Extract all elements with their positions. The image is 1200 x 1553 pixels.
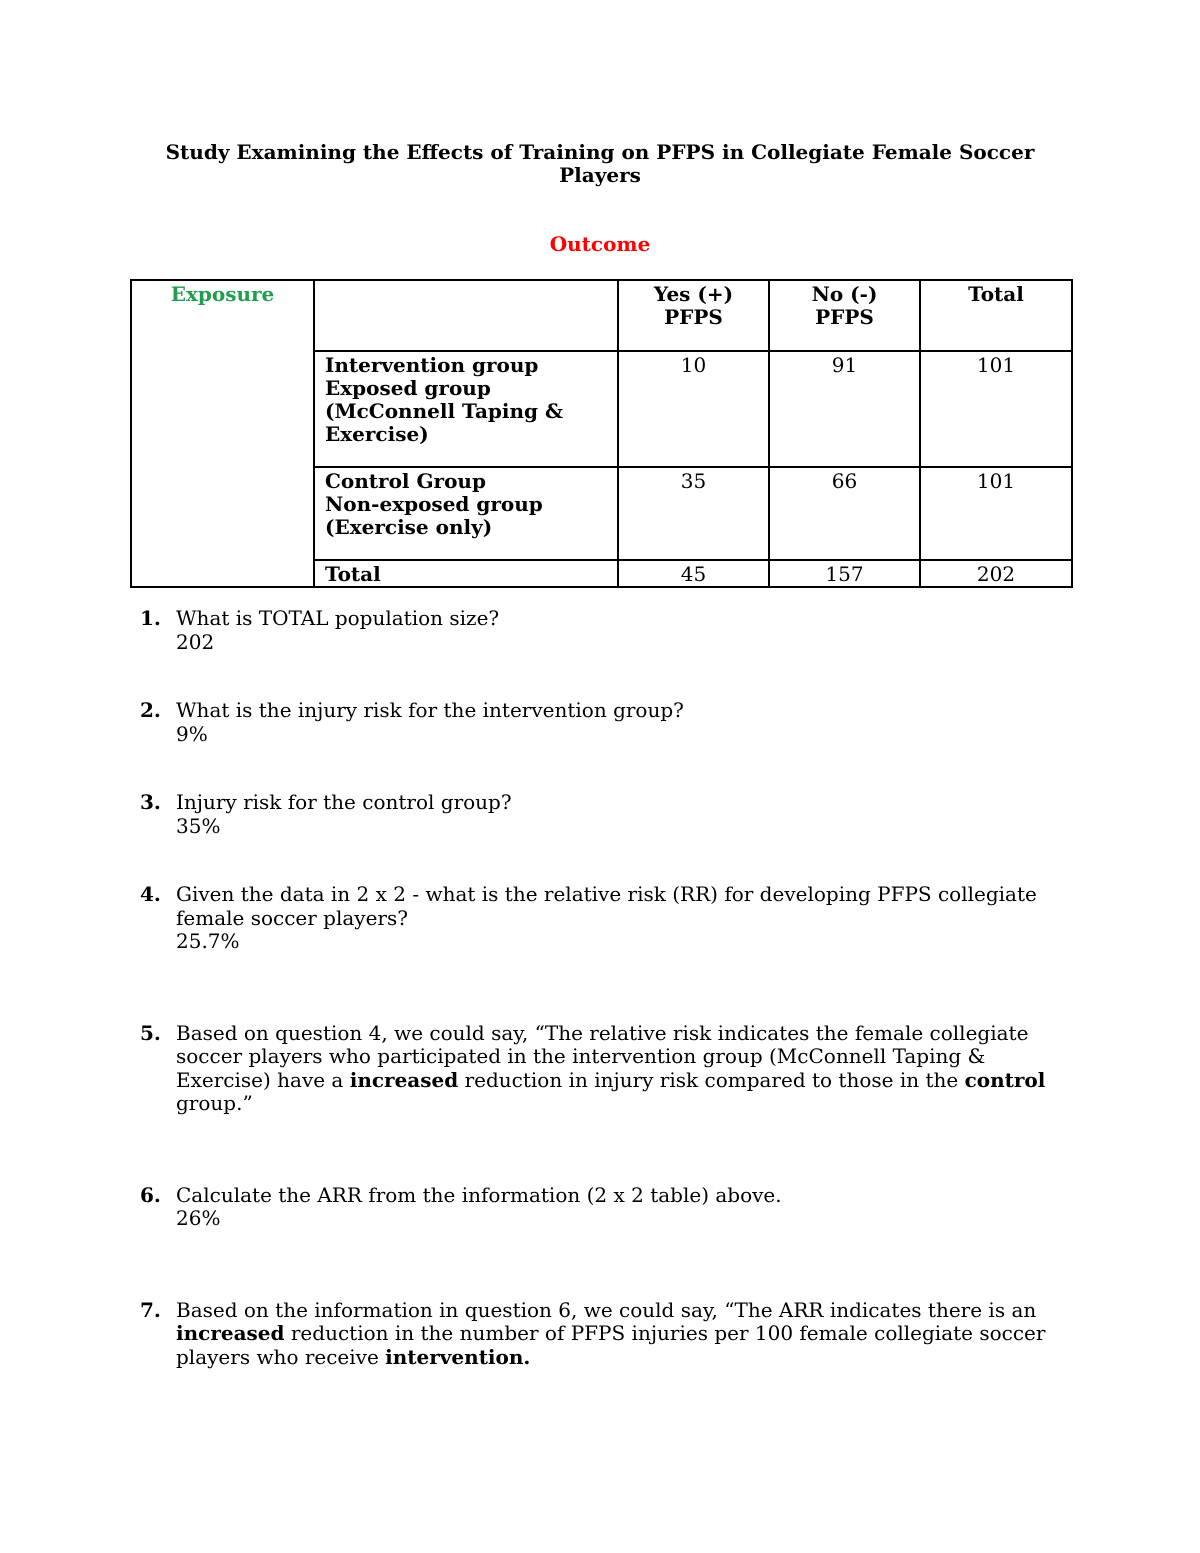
question-5 [130,1022,1050,1116]
answer-text: 26% [176,1206,221,1230]
question-number: 6. [140,1182,161,1207]
question-text: reduction in injury risk compared to those in the [458,1067,965,1092]
question-text: What is the injury risk for the intervention group? [176,698,684,722]
question-number: 2. [140,698,161,722]
question-6 [130,1184,1050,1231]
question-text: reduction in the number of PFPS injuries per 100 female collegiate soccer players who receive [176,1321,1046,1369]
cell-total-yes: 45 [618,560,769,587]
header-yes-line1: Yes (+) [653,282,734,306]
header-yes [618,280,769,351]
question-4 [130,883,1050,954]
cell-control-no: 66 [769,467,920,560]
row-label-line: Intervention group [325,353,539,377]
answer-text: 35% [176,813,221,838]
question-1 [130,607,1050,654]
question-7 [130,1299,1050,1370]
question-number: 3. [140,790,161,814]
cell-grand-total: 202 [920,560,1072,587]
row-label-line: (McConnell Taping & [325,399,564,423]
table-header-row [131,280,1072,351]
cell-total-no: 157 [769,560,920,587]
question-list [130,607,1050,1369]
header-no [769,280,920,351]
document-title [160,141,1040,187]
title-line-1: Study Examining the Effects of Training on PFPS in Collegiate Female Soccer [165,140,1035,164]
header-total: Total [920,280,1072,351]
cell-intervention-no: 91 [769,351,920,467]
row-label-line: Exercise) [325,422,429,446]
emphasis-text: increased [176,1321,285,1345]
question-text: group.” [176,1091,253,1115]
row-label-line: Non-exposed group [325,492,543,516]
question-text: Based on question 4, we could say, “The relative risk indicates the female collegiate soccer players who participated in the intervention group (McConnell Taping & Exercise) have a [176,1020,1029,1092]
cell-control-yes: 35 [618,467,769,560]
emphasis-text: control [964,1067,1046,1092]
question-number: 7. [140,1297,161,1322]
emphasis-text: intervention. [385,1344,531,1369]
question-3 [130,791,1050,838]
title-line-2: Players [559,163,641,187]
header-no-line2: PFPS [815,305,874,329]
question-number: 1. [140,606,161,630]
row-label-line: Exposed group [325,376,491,400]
header-no-line1: No (-) [811,282,878,306]
question-text: Injury risk for the control group? [176,790,512,814]
answer-text: 9% [176,721,208,746]
contingency-table [130,279,1073,588]
cell-intervention-yes: 10 [618,351,769,467]
question-text: What is TOTAL population size? [176,606,500,630]
answer-text: 202 [176,629,215,654]
emphasis-text: increased [349,1067,459,1092]
row-label-line: (Exercise only) [325,515,493,539]
row-label-line: Control Group [325,469,486,493]
row-label-intervention [314,351,618,467]
question-text: Calculate the ARR from the information (2 x 2 table) above. [176,1182,782,1207]
cell-intervention-total: 101 [920,351,1072,467]
question-number: 5. [140,1020,161,1045]
row-label-total: Total [314,560,618,587]
answer-text: 25.7% [176,929,240,953]
row-label-control [314,467,618,560]
question-text: Based on the information in question 6, we could say, “The ARR indicates there is an [176,1297,1037,1322]
question-number: 4. [140,882,161,906]
cell-control-total: 101 [920,467,1072,560]
exposure-label: Exposure [131,280,314,587]
question-text: Given the data in 2 x 2 - what is the relative risk (RR) for developing PFPS collegiate female soccer players? [176,882,1037,930]
header-yes-line2: PFPS [664,305,723,329]
header-empty-cell [314,280,618,351]
outcome-label: Outcome [549,232,651,256]
question-2 [130,699,1050,746]
